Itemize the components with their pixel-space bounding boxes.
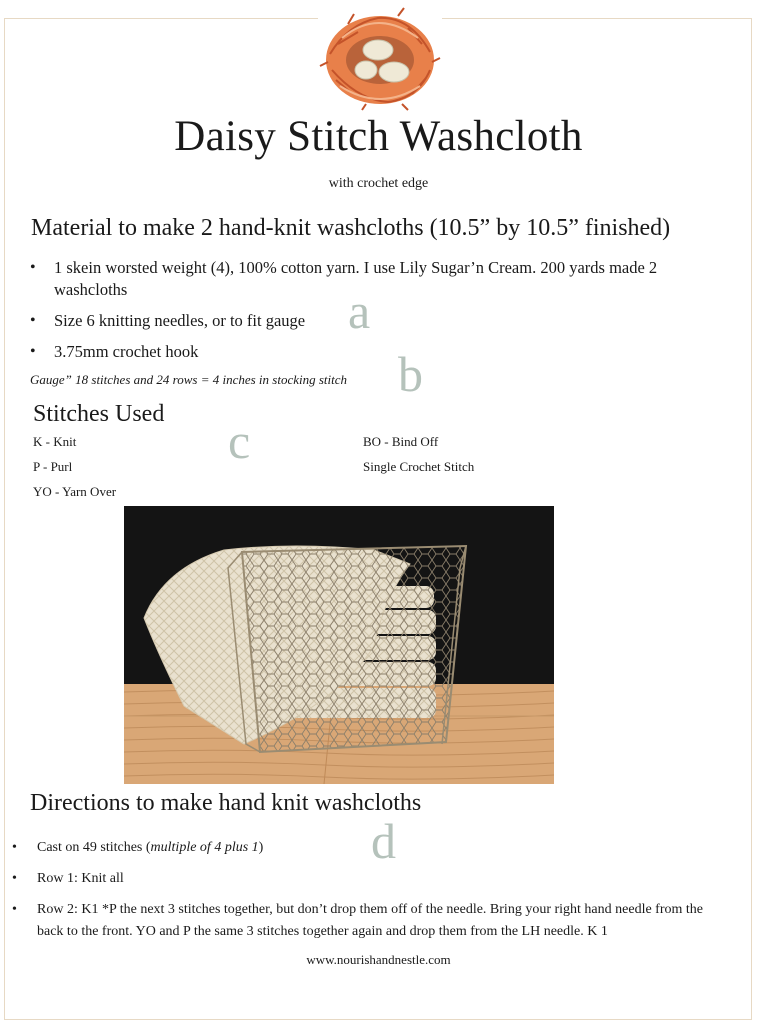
list-item: • Row 1: Knit all [10, 868, 732, 890]
marker-letter-a: a [348, 283, 371, 339]
nest-with-eggs-icon [318, 4, 442, 112]
directions-heading: Directions to make hand knit washcloths [30, 790, 422, 816]
website-link[interactable]: www.nourishandnestle.com [306, 952, 451, 967]
stitch-item: Single Crochet Stitch [363, 459, 475, 474]
stitch-item: K - Knit [33, 434, 77, 449]
stitch-item: P - Purl [33, 459, 73, 474]
directions-list [10, 837, 732, 952]
washcloth-photo [124, 506, 554, 784]
list-item [10, 837, 732, 859]
marker-letter-b: b [398, 346, 423, 402]
list-item: • Size 6 knitting needles, or to fit gauge [28, 310, 728, 332]
materials-list [28, 257, 728, 372]
direction-italic-note: multiple of 4 plus 1 [150, 840, 259, 855]
document-title: Daisy Stitch Washcloth [174, 113, 583, 160]
direction-text-end: ) [258, 840, 264, 855]
list-item: • 1 skein worsted weight (4), 100% cotton yarn. I use Lily Sugar’n Cream. 200 yards made 2 washcloths [28, 257, 728, 301]
marker-letter-c: c [228, 413, 251, 469]
list-item: • Row 2: K1 *P the next 3 stitches together, but don’t drop them off of the needle. Bring your right hand needle from the back to the front. YO and P the same 3 stitches together again and drop them from the LH needle. K 1 [10, 899, 732, 943]
stitches-heading: Stitches Used [33, 401, 165, 427]
stitch-item: YO - Yarn Over [33, 484, 117, 499]
marker-letter-d: d [371, 813, 396, 869]
stitch-item: BO - Bind Off [363, 434, 439, 449]
materials-heading: Material to make 2 hand-knit washcloths (10.5” by 10.5” finished) [31, 215, 671, 241]
gauge-note: Gauge” 18 stitches and 24 rows = 4 inches in stocking stitch [30, 372, 348, 387]
direction-text: Cast on 49 stitches ( [37, 840, 151, 855]
document-subtitle: with crochet edge [328, 176, 429, 191]
list-item: • 3.75mm crochet hook [28, 341, 728, 363]
